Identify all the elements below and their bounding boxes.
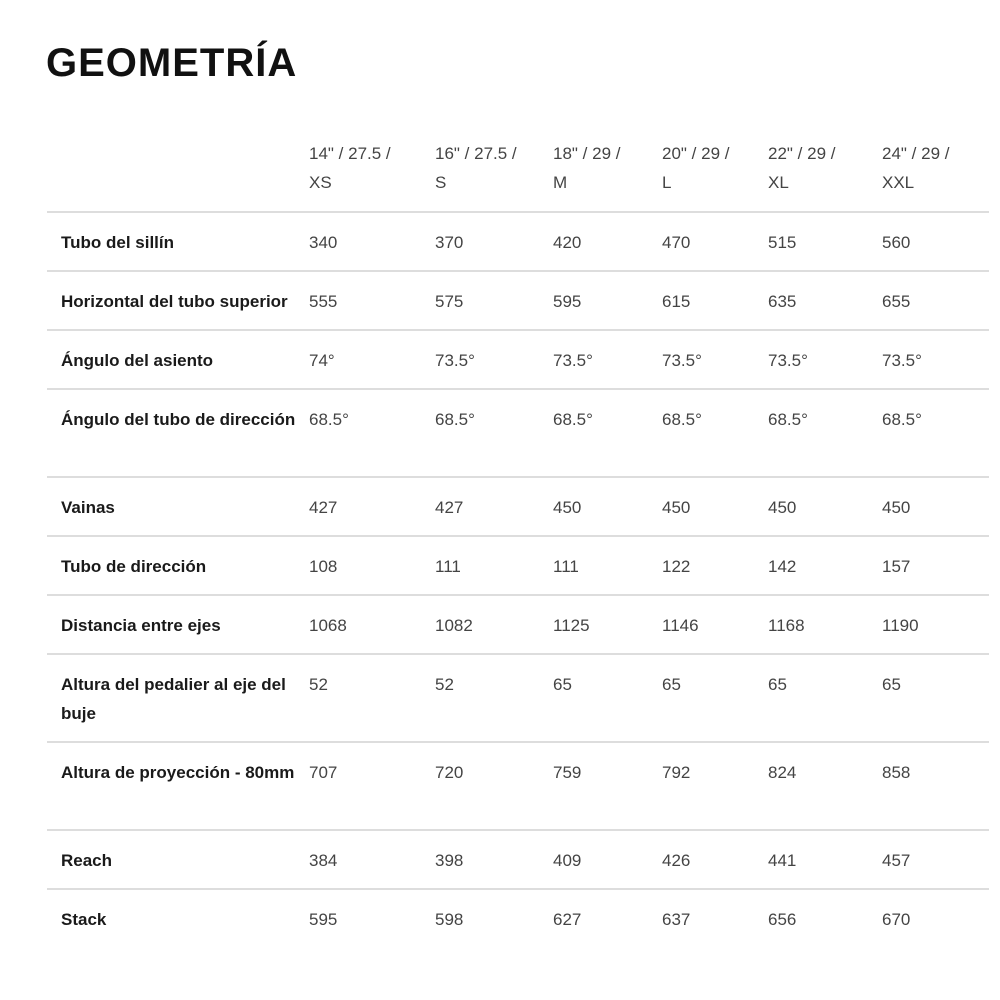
size-header-name: L (662, 173, 672, 192)
cell-value: 68.5° (768, 410, 808, 429)
cell-value: 73.5° (435, 351, 475, 370)
table-row (47, 595, 989, 654)
size-header-xs (309, 126, 435, 212)
cell-value: 560 (882, 233, 911, 252)
cell-value: 637 (662, 910, 691, 929)
cell-value: 398 (435, 851, 464, 870)
size-header-s (435, 126, 553, 212)
table-row (47, 477, 989, 536)
cell-value: 65 (882, 675, 901, 694)
cell-value: 52 (435, 675, 454, 694)
cell-value: 555 (309, 292, 338, 311)
table-row (47, 830, 989, 889)
cell-value: 595 (309, 910, 338, 929)
cell-value: 108 (309, 557, 338, 576)
cell-value: 384 (309, 851, 338, 870)
size-header-line: 14" / 27.5 / (309, 144, 391, 163)
size-header-xxl (882, 126, 989, 212)
size-header-name: XXL (882, 173, 915, 192)
row-label: Ángulo del asiento (61, 351, 214, 370)
table-row (47, 389, 989, 477)
table-row (47, 212, 989, 271)
size-header-name: M (553, 173, 568, 192)
cell-value: 470 (662, 233, 691, 252)
cell-value: 1168 (768, 616, 805, 635)
size-header-line: 20" / 29 / (662, 144, 730, 163)
table-row (47, 889, 989, 948)
cell-value: 142 (768, 557, 797, 576)
cell-value: 426 (662, 851, 691, 870)
cell-value: 457 (882, 851, 911, 870)
table-row (47, 654, 989, 742)
row-label: Reach (61, 851, 113, 870)
cell-value: 1082 (435, 616, 473, 635)
cell-value: 111 (435, 557, 461, 576)
cell-value: 824 (768, 763, 797, 782)
cell-value: 450 (882, 498, 911, 517)
cell-value: 68.5° (435, 410, 475, 429)
size-header-line: 16" / 27.5 / (435, 144, 517, 163)
row-label: Vainas (61, 498, 115, 517)
cell-value: 427 (309, 498, 338, 517)
row-label: Stack (61, 910, 107, 929)
cell-value: 68.5° (553, 410, 593, 429)
geometry-table (47, 126, 989, 948)
cell-value: 615 (662, 292, 691, 311)
cell-value: 74° (309, 351, 335, 370)
table-row (47, 742, 989, 830)
row-label: Altura de proyección - 80mm (61, 763, 295, 782)
size-header-name: XS (309, 173, 332, 192)
cell-value: 450 (553, 498, 582, 517)
size-header-l (662, 126, 768, 212)
row-label: Tubo de dirección (61, 557, 207, 576)
cell-value: 370 (435, 233, 464, 252)
cell-value: 65 (553, 675, 572, 694)
cell-value: 515 (768, 233, 797, 252)
row-label: Tubo del sillín (61, 233, 175, 252)
size-header-line: 18" / 29 / (553, 144, 621, 163)
table-row (47, 330, 989, 389)
cell-value: 627 (553, 910, 582, 929)
cell-value: 427 (435, 498, 464, 517)
cell-value: 73.5° (768, 351, 808, 370)
size-header-line: 22" / 29 / (768, 144, 836, 163)
cell-value: 73.5° (662, 351, 702, 370)
cell-value: 65 (662, 675, 681, 694)
cell-value: 1146 (662, 616, 699, 635)
row-label: Altura del pedalier al eje del buje (61, 675, 286, 723)
cell-value: 111 (553, 557, 579, 576)
cell-value: 52 (309, 675, 328, 694)
cell-value: 450 (662, 498, 691, 517)
cell-value: 575 (435, 292, 464, 311)
cell-value: 656 (768, 910, 797, 929)
cell-value: 759 (553, 763, 582, 782)
cell-value: 441 (768, 851, 797, 870)
size-header-name: XL (768, 173, 789, 192)
page-title: GEOMETRÍA (46, 41, 298, 85)
cell-value: 720 (435, 763, 464, 782)
cell-value: 122 (662, 557, 691, 576)
size-header-name: S (435, 173, 447, 192)
cell-value: 670 (882, 910, 911, 929)
cell-value: 1125 (553, 616, 590, 635)
size-header-m (553, 126, 662, 212)
cell-value: 73.5° (553, 351, 593, 370)
row-label: Ángulo del tubo de dirección (61, 410, 296, 429)
cell-value: 340 (309, 233, 338, 252)
cell-value: 420 (553, 233, 582, 252)
cell-value: 858 (882, 763, 911, 782)
cell-value: 68.5° (309, 410, 349, 429)
cell-value: 707 (309, 763, 338, 782)
row-label: Distancia entre ejes (61, 616, 221, 635)
cell-value: 1190 (882, 616, 919, 635)
table-row (47, 536, 989, 595)
size-header-line: 24" / 29 / (882, 144, 950, 163)
cell-value: 68.5° (662, 410, 702, 429)
cell-value: 450 (768, 498, 797, 517)
cell-value: 73.5° (882, 351, 922, 370)
cell-value: 157 (882, 557, 911, 576)
header-empty-cell (47, 126, 309, 212)
table-row (47, 271, 989, 330)
cell-value: 65 (768, 675, 787, 694)
cell-value: 595 (553, 292, 582, 311)
cell-value: 655 (882, 292, 911, 311)
cell-value: 68.5° (882, 410, 922, 429)
cell-value: 792 (662, 763, 691, 782)
cell-value: 409 (553, 851, 582, 870)
size-header-xl (768, 126, 882, 212)
cell-value: 598 (435, 910, 464, 929)
table-header-row (47, 126, 989, 212)
cell-value: 1068 (309, 616, 347, 635)
row-label: Horizontal del tubo superior (61, 292, 288, 311)
cell-value: 635 (768, 292, 797, 311)
